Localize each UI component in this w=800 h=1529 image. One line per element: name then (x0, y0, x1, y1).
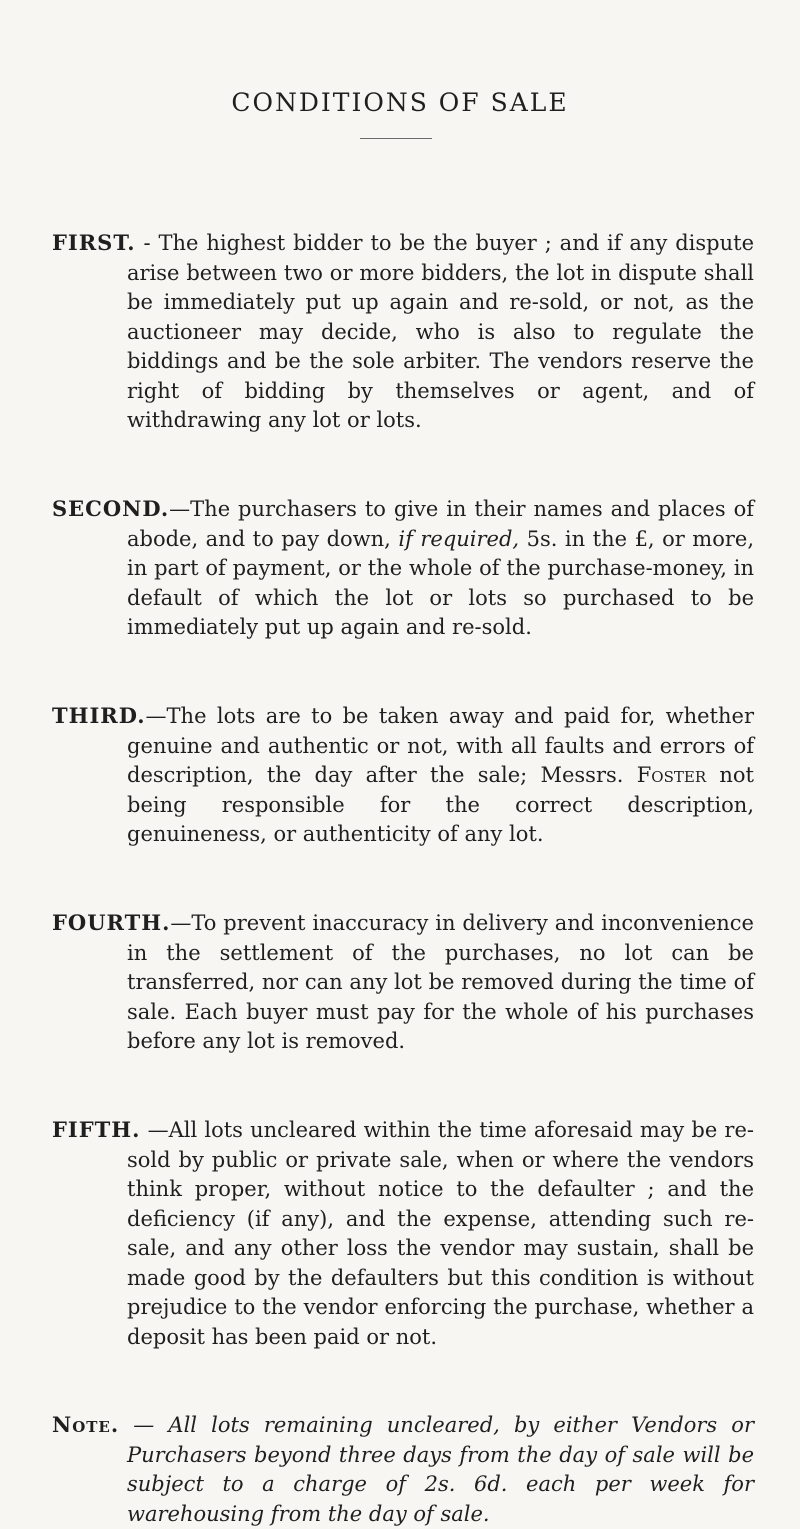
note-heading: Note. (52, 1412, 120, 1437)
clause-separator: — (140, 1118, 169, 1142)
clause-separator: — (145, 704, 167, 728)
clause-text: The lots are to be taken away and paid for, whether genuine and authentic or not, with all faults and errors of description, the day after the sale; Messrs. (127, 704, 754, 787)
clause-heading: FIFTH. (52, 1117, 141, 1142)
note-separator: — (119, 1413, 169, 1437)
clause-heading: SECOND. (52, 496, 170, 521)
clause-third (52, 701, 754, 850)
clause-separator: — (170, 911, 192, 935)
clause-text: The highest bidder to be the buyer ; and if any dispute arise between two or more bidders, the lot in dispute shall be immediately put up again and re-sold, or not, as the auctioneer may decide, who is also to regulate the biddings and be the sole arbiter. The vendors reserve the right of bidding by themselves or agent, and of withdrawing any lot or lots. (127, 231, 755, 432)
clause-separator: — (169, 497, 191, 521)
clause-heading: FIRST. (52, 230, 136, 255)
clause-fourth (52, 908, 754, 1057)
note-paragraph (52, 1410, 754, 1529)
clause-text-continued: not being responsible for the correct description, genuineness, or authenticity of any lot. (127, 763, 754, 846)
clause-fifth (52, 1115, 754, 1352)
page-title: CONDITIONS OF SALE (231, 88, 569, 117)
clause-second (52, 494, 754, 643)
clause-text: All lots uncleared within the time aforesaid may be re-sold by public or private sale, when or where the vendors think proper, without notice to the defaulter ; and the deficiency (if any), and the expense, attending such re-sale, and any other loss the vendor may sustain, shall be made good by the defaulters but this condition is without prejudice to the vendor enforcing the purchase, whether a deposit has been paid or not. (127, 1118, 754, 1349)
clause-text-continued: 5s. in the £, or more, in part of payment, or the whole of the purchase-money, in default of which the lot or lots so purchased to be immediately put up again and re-sold. (127, 526, 754, 639)
clause-heading: FOURTH. (52, 910, 171, 935)
note-text: All lots remaining uncleared, by either Vendors or Purchasers beyond three days from the day of sale will be subject to a charge of 2s. 6d. each per week for warehousing from the day of sale. (127, 1413, 754, 1526)
clause-heading: THIRD. (52, 703, 146, 728)
title-divider (360, 138, 432, 139)
clause-separator: - (135, 231, 159, 255)
auctioneer-name: Foster (636, 763, 707, 787)
clause-text: The purchasers to give in their names and places of abode, and to pay down, (127, 497, 754, 551)
clause-emphasis: if required, (398, 526, 520, 551)
clause-text: To prevent inaccuracy in delivery and inconvenience in the settlement of the purchases, no lot can be transferred, nor can any lot be removed during the time of sale. Each buyer must pay for the whole of his purchases before any lot is removed. (127, 911, 754, 1053)
clause-first (52, 228, 754, 436)
